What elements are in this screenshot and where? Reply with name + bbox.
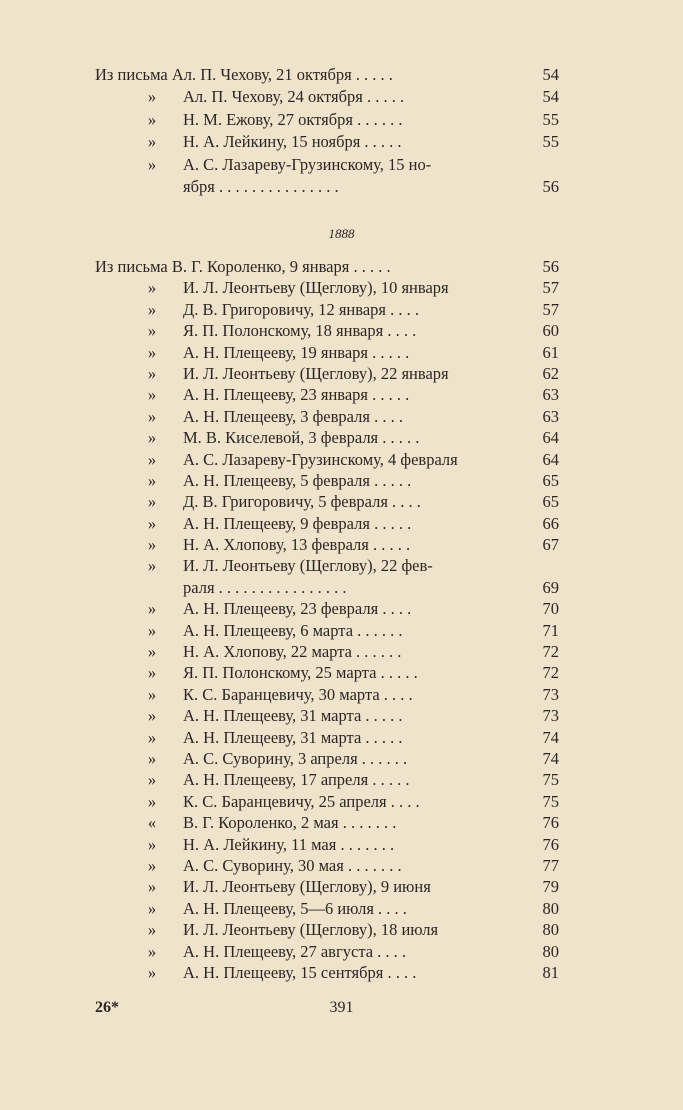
toc-entry <box>95 154 559 176</box>
toc-entry <box>95 941 559 962</box>
toc-entry-page: 74 <box>542 748 559 768</box>
ditto-mark: » <box>147 727 157 747</box>
ditto-mark: » <box>147 877 157 897</box>
toc-entry-page: 65 <box>542 492 559 512</box>
toc-entry-page: 81 <box>542 962 559 982</box>
ditto-mark: » <box>147 642 157 662</box>
toc-entry-page: 61 <box>542 342 559 362</box>
printer-signature: 26* <box>95 999 119 1016</box>
ditto-mark: » <box>147 599 157 619</box>
toc-entry <box>95 876 559 897</box>
toc-entry-title: А. С. Лазареву-Грузинскому, 15 но- <box>183 154 432 174</box>
page-number: 391 <box>329 999 354 1016</box>
toc-entry-title: А. Н. Плещееву, 23 января . . . . . <box>183 385 410 405</box>
toc-entry-title: В. Г. Короленко, 2 мая . . . . . . . <box>183 813 397 833</box>
ditto-mark: » <box>147 663 157 683</box>
toc-entry-page: 70 <box>542 599 559 619</box>
toc-entry-page: 64 <box>542 449 559 469</box>
toc-entry-page: 55 <box>542 109 559 129</box>
toc-entry <box>95 534 559 555</box>
ditto-mark: » <box>147 299 157 319</box>
toc-entry-title: А. Н. Плещееву, 23 февраля . . . . <box>183 599 412 619</box>
toc-entry-title: И. Л. Леонтьеву (Щеглову), 9 июня <box>183 877 431 897</box>
ditto-mark: » <box>147 706 157 726</box>
ditto-mark: » <box>147 535 157 555</box>
toc-entry-page: 80 <box>542 941 559 961</box>
toc-entry-page: 64 <box>542 428 559 448</box>
toc-entry <box>95 748 559 769</box>
toc-entry <box>95 705 559 726</box>
toc-entry-title: Н. А. Лейкину, 15 ноября . . . . . <box>183 132 402 152</box>
toc-entry <box>95 363 559 384</box>
toc-entry-page: 55 <box>542 132 559 152</box>
ditto-mark: » <box>147 321 157 341</box>
toc-entry-title: Н. А. Хлопову, 22 марта . . . . . . <box>183 642 402 662</box>
toc-entry <box>95 470 559 491</box>
ditto-mark: » <box>147 770 157 790</box>
toc-entry <box>95 919 559 940</box>
toc-entry <box>95 577 559 598</box>
toc-entry-page: 76 <box>542 834 559 854</box>
toc-entry-title: М. В. Киселевой, 3 февраля . . . . . <box>183 428 420 448</box>
toc-entry <box>95 299 559 320</box>
toc-entry-title: А. Н. Плещееву, 19 января . . . . . <box>183 342 410 362</box>
toc-entry-page: 62 <box>542 363 559 383</box>
toc-entry <box>95 449 559 470</box>
toc-entry <box>95 555 559 576</box>
toc-entry <box>95 342 559 363</box>
toc-entry-page: 73 <box>542 684 559 704</box>
toc-entry-title: Я. П. Полонскому, 25 марта . . . . . <box>183 663 418 683</box>
toc-entry-title: И. Л. Леонтьеву (Щеглову), 18 июля <box>183 920 439 940</box>
toc-entry-page: 80 <box>542 898 559 918</box>
toc-section-1888 <box>95 256 559 983</box>
toc-entry-page: 75 <box>542 770 559 790</box>
toc-entry-title: И. Л. Леонтьеву (Щеглову), 22 фев- <box>183 556 433 576</box>
toc-entry-title: Н. А. Лейкину, 11 мая . . . . . . . <box>183 834 395 854</box>
ditto-mark: » <box>147 513 157 533</box>
toc-section-1887 <box>95 64 559 198</box>
toc-entry <box>95 727 559 748</box>
toc-entry-title: А. Н. Плещееву, 31 марта . . . . . <box>183 727 403 747</box>
toc-entry-title: А. Н. Плещееву, 9 февраля . . . . . <box>183 513 412 533</box>
toc-entry-page: 67 <box>542 535 559 555</box>
toc-entry-page: 77 <box>542 855 559 875</box>
ditto-mark: » <box>147 278 157 298</box>
toc-entry-title: Н. А. Хлопову, 13 февраля . . . . . <box>183 535 411 555</box>
toc-entry <box>95 406 559 427</box>
toc-entry-page: 74 <box>542 727 559 747</box>
toc-entry <box>95 176 559 198</box>
toc-entry-title: А. С. Лазареву-Грузинскому, 4 февраля <box>183 449 458 469</box>
ditto-mark: » <box>147 920 157 940</box>
toc-entry-page: 63 <box>542 406 559 426</box>
toc-entry <box>95 277 559 298</box>
toc-entry-page: 60 <box>542 321 559 341</box>
toc-entry <box>95 812 559 833</box>
ditto-mark: » <box>147 363 157 383</box>
toc-entry <box>95 427 559 448</box>
toc-entry <box>95 256 559 277</box>
toc-entry-page: 71 <box>542 620 559 640</box>
toc-entry-page: 54 <box>542 65 559 84</box>
toc-entry <box>95 662 559 683</box>
toc-entry-page: 65 <box>542 470 559 490</box>
toc-entry-page: 73 <box>542 706 559 726</box>
toc-entry-title: Д. В. Григоровичу, 5 февраля . . . . <box>183 492 421 512</box>
toc-entry-title: Ал. П. Чехову, 24 октября . . . . . <box>183 87 405 107</box>
ditto-mark: » <box>147 342 157 362</box>
ditto-mark: » <box>147 109 157 129</box>
toc-entry-page: 79 <box>542 877 559 897</box>
toc-entry-title: А. Н. Плещееву, 6 марта . . . . . . <box>183 620 403 640</box>
toc-entry-title: Н. М. Ежову, 27 октября . . . . . . <box>183 109 403 129</box>
toc-entry-page: 56 <box>542 176 559 196</box>
ditto-mark: » <box>147 154 157 174</box>
toc-entry-page: 54 <box>542 87 559 107</box>
toc-entry-title: Я. П. Полонскому, 18 января . . . . <box>183 321 417 341</box>
toc-entry <box>95 684 559 705</box>
toc-entry-title: Из письма В. Г. Короленко, 9 января . . . . . <box>95 257 391 276</box>
toc-entry-title: К. С. Баранцевичу, 25 апреля . . . . <box>183 791 420 811</box>
toc-entry-title: К. С. Баранцевичу, 30 марта . . . . <box>183 684 413 704</box>
toc-entry-title: А. Н. Плещееву, 3 февраля . . . . <box>183 406 403 426</box>
ditto-mark: » <box>147 620 157 640</box>
ditto-mark: » <box>147 941 157 961</box>
toc-entry <box>95 131 559 153</box>
ditto-mark: » <box>147 449 157 469</box>
toc-entry <box>95 791 559 812</box>
toc-entry <box>95 598 559 619</box>
ditto-mark: » <box>147 492 157 512</box>
ditto-mark: » <box>147 556 157 576</box>
ditto-mark: » <box>147 406 157 426</box>
ditto-mark: » <box>147 684 157 704</box>
toc-entry <box>95 64 559 86</box>
toc-entry <box>95 855 559 876</box>
toc-entry-title: А. С. Суворину, 30 мая . . . . . . . <box>183 855 402 875</box>
toc-entry <box>95 898 559 919</box>
toc-entry-page: 66 <box>542 513 559 533</box>
toc-entry-title: Из письма Ал. П. Чехову, 21 октября . . . . . <box>95 65 393 84</box>
toc-entry-page: 76 <box>542 813 559 833</box>
toc-entry-page: 63 <box>542 385 559 405</box>
toc-entry <box>95 641 559 662</box>
toc-entry <box>95 86 559 108</box>
toc-entry-page: 72 <box>542 642 559 662</box>
ditto-mark: » <box>147 748 157 768</box>
toc-entry <box>95 491 559 512</box>
toc-entry-page: 56 <box>542 257 559 276</box>
ditto-mark: » <box>147 834 157 854</box>
year-heading: 1888 <box>328 226 355 241</box>
toc-entry-page: 57 <box>542 299 559 319</box>
toc-entry-title: А. Н. Плещееву, 15 сентября . . . . <box>183 962 417 982</box>
toc-entry-title: А. Н. Плещееву, 31 марта . . . . . <box>183 706 403 726</box>
toc-entry <box>95 384 559 405</box>
toc-entry-page: 80 <box>542 920 559 940</box>
toc-entry <box>95 769 559 790</box>
toc-entry-page: 75 <box>542 791 559 811</box>
ditto-mark: » <box>147 385 157 405</box>
ditto-mark: » <box>147 428 157 448</box>
toc-entry <box>95 834 559 855</box>
toc-entry-title: А. Н. Плещееву, 5 февраля . . . . . <box>183 470 412 490</box>
toc-entry <box>95 620 559 641</box>
toc-entry <box>95 109 559 131</box>
toc-entry-title: И. Л. Леонтьеву (Щеглову), 22 января <box>183 363 449 383</box>
toc-entry <box>95 962 559 983</box>
toc-entry-title: ября . . . . . . . . . . . . . . . <box>183 176 339 196</box>
ditto-mark: » <box>147 132 157 152</box>
toc-entry-title: Д. В. Григоровичу, 12 января . . . . <box>183 299 419 319</box>
toc-entry-title: раля . . . . . . . . . . . . . . . . <box>183 577 347 597</box>
toc-entry-title: И. Л. Леонтьеву (Щеглову), 10 января <box>183 278 449 298</box>
ditto-mark: » <box>147 962 157 982</box>
toc-entry <box>95 320 559 341</box>
ditto-mark: » <box>147 898 157 918</box>
ditto-mark: » <box>147 470 157 490</box>
toc-entry-page: 57 <box>542 278 559 298</box>
toc-entry-title: А. С. Суворину, 3 апреля . . . . . . <box>183 748 408 768</box>
toc-entry-title: А. Н. Плещееву, 27 августа . . . . <box>183 941 407 961</box>
ditto-mark: » <box>147 87 157 107</box>
toc-entry-page: 69 <box>542 577 559 597</box>
ditto-mark: » <box>147 791 157 811</box>
ditto-mark: » <box>147 855 157 875</box>
toc-entry-title: А. Н. Плещееву, 17 апреля . . . . . <box>183 770 410 790</box>
toc-entry-title: А. Н. Плещееву, 5—6 июля . . . . <box>183 898 407 918</box>
ditto-mark: « <box>147 813 157 833</box>
toc-entry-page: 72 <box>542 663 559 683</box>
toc-entry <box>95 513 559 534</box>
